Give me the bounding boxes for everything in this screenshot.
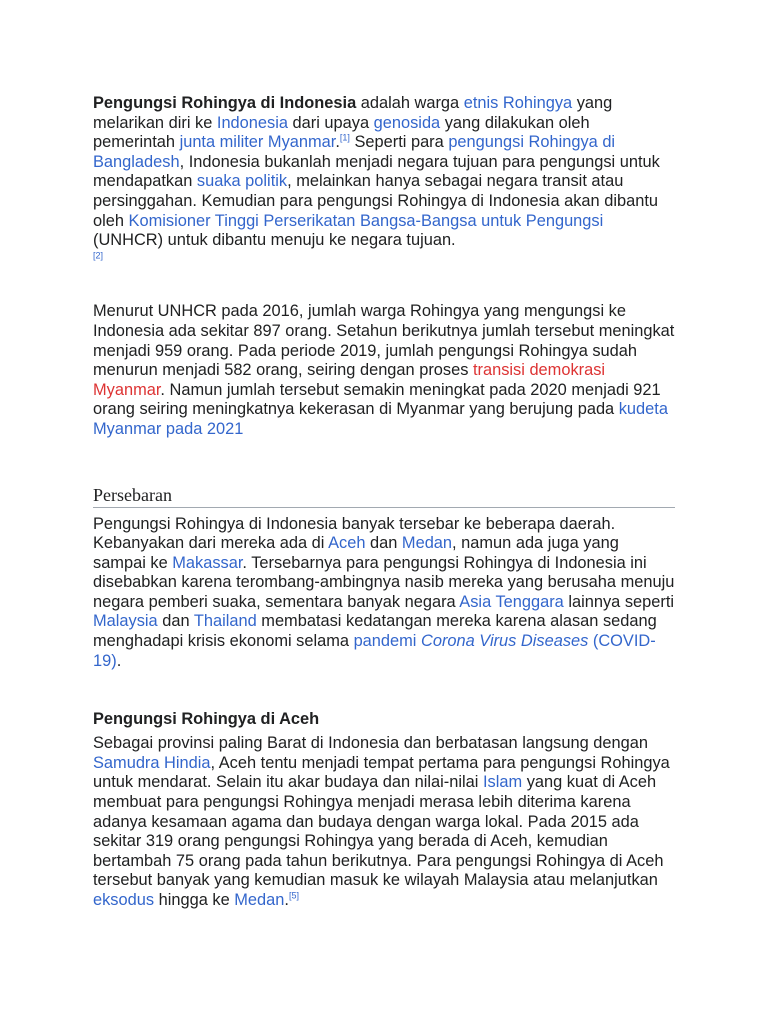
link-junta-militer-myanmar[interactable]: junta militer Myanmar bbox=[179, 133, 336, 152]
aceh-paragraph: Sebagai provinsi paling Barat di Indonesia dan berbatasan langsung dengan Samudra Hindia, Aceh tentu menjadi tempat pertama para pengungsi Rohingya untuk mendarat. Selain itu akar budaya dan nilai-nilai Islam yang kuat di Aceh membuat para pengungsi Rohingya menjadi merasa lebih diterima karena adanya kesamaan agama dan budaya dengan warga lokal. Pada 2015 ada sekitar 319 orang pengungsi Rohingya yang berada di Aceh, kemudian bertambah 75 orang pada tahun berikutnya. Para pengungsi Rohingya di Aceh tersebut banyak yang kemudian masuk ke wilayah Malaysia atau melanjutkan eksodus hingga ke Medan.[5] bbox=[93, 734, 670, 909]
intro-paragraph: Pengungsi Rohingya di Indonesia adalah warga etnis Rohingya yang melarikan diri ke Indonesia dari upaya genosida yang dilakukan oleh pemerintah junta militer Myanmar.[1] Seperti para pengungsi Rohingya di Bangladesh, Indonesia bukanlah menjadi negara tujuan para pengungsi untuk mendapatkan suaka politik, melainkan hanya sebagai negara transit atau persinggahan. Kemudian para pengungsi Rohingya di Indonesia akan dibantu oleh Komisioner Tinggi Perserikatan Bangsa-Bangsa untuk Pengungsi (UNHCR) untuk dibantu menuju ke negara tujuan. [2] bbox=[93, 94, 660, 261]
subsection-heading-aceh: Pengungsi Rohingya di Aceh bbox=[93, 710, 320, 729]
citation-2[interactable]: [2] bbox=[93, 250, 104, 261]
link-indonesia[interactable]: Indonesia bbox=[216, 113, 288, 132]
persebaran-paragraph: Pengungsi Rohingya di Indonesia banyak tersebar ke beberapa daerah. Kebanyakan dari mereka ada di Aceh dan Medan, namun ada juga yang sampai ke Makassar. Tersebarnya para pengungsi Rohingya di Indonesia ini disebabkan karena terombang-ambingnya nasib mereka yang berusaha menuju negara pemberi suaka, sementara banyak negara Asia Tenggara lainnya seperti Malaysia dan Thailand membatasi kedatangan mereka karena alasan sedang menghadapi krisis ekonomi selama pandemi Corona Virus Diseases (COVID-19). bbox=[93, 514, 675, 670]
link-aceh[interactable]: Aceh bbox=[328, 534, 366, 553]
link-thailand[interactable]: Thailand bbox=[193, 612, 257, 631]
link-kudeta-myanmar-2021[interactable]: kudeta Myanmar pada 2021 bbox=[93, 400, 668, 438]
statistics-paragraph: Menurut UNHCR pada 2016, jumlah warga Rohingya yang mengungsi ke Indonesia ada sekitar 897 orang. Setahun berikutnya jumlah tersebut meningkat menjadi 959 orang. Pada periode 2019, jumlah pengungsi Rohingya sudah menurun menjadi 582 orang, seiring dengan proses transisi demokrasi Myanmar. Namun jumlah tersebut semakin meningkat pada 2020 menjadi 921 orang seiring meningkatnya kekerasan di Myanmar yang berujung pada kudeta Myanmar pada 2021 bbox=[93, 302, 675, 438]
link-pandemi-covid-19[interactable]: pandemi Corona Virus Diseases (COVID-19) bbox=[93, 632, 656, 670]
link-medan[interactable]: Medan bbox=[401, 534, 453, 553]
article-body bbox=[93, 94, 675, 911]
link-eksodus[interactable]: eksodus bbox=[93, 891, 155, 909]
link-malaysia[interactable]: Malaysia bbox=[93, 612, 158, 631]
link-islam[interactable]: Islam bbox=[482, 773, 523, 792]
citation-1[interactable]: [1] bbox=[339, 132, 350, 143]
link-asia-tenggara[interactable]: Asia Tenggara bbox=[459, 592, 564, 611]
link-makassar[interactable]: Makassar bbox=[172, 553, 243, 572]
link-etnis-rohingya[interactable]: etnis Rohingya bbox=[463, 94, 573, 112]
link-pengungsi-rohingya-bangladesh[interactable]: pengungsi Rohingya di Bangladesh bbox=[93, 133, 616, 171]
section-heading-persebaran: Persebaran bbox=[93, 484, 675, 508]
link-suaka-politik[interactable]: suaka politik bbox=[196, 172, 288, 191]
link-medan-2[interactable]: Medan bbox=[234, 891, 285, 909]
link-transisi-demokrasi-myanmar[interactable]: transisi demokrasi Myanmar bbox=[93, 361, 606, 399]
article-subject: Pengungsi Rohingya di Indonesia bbox=[93, 94, 357, 112]
link-genosida[interactable]: genosida bbox=[373, 113, 441, 132]
citation-5[interactable]: [5] bbox=[288, 890, 299, 901]
link-samudra-hindia[interactable]: Samudra Hindia bbox=[93, 753, 211, 772]
link-unhcr[interactable]: Komisioner Tinggi Perserikatan Bangsa-Bangsa untuk Pengungsi bbox=[128, 211, 604, 230]
